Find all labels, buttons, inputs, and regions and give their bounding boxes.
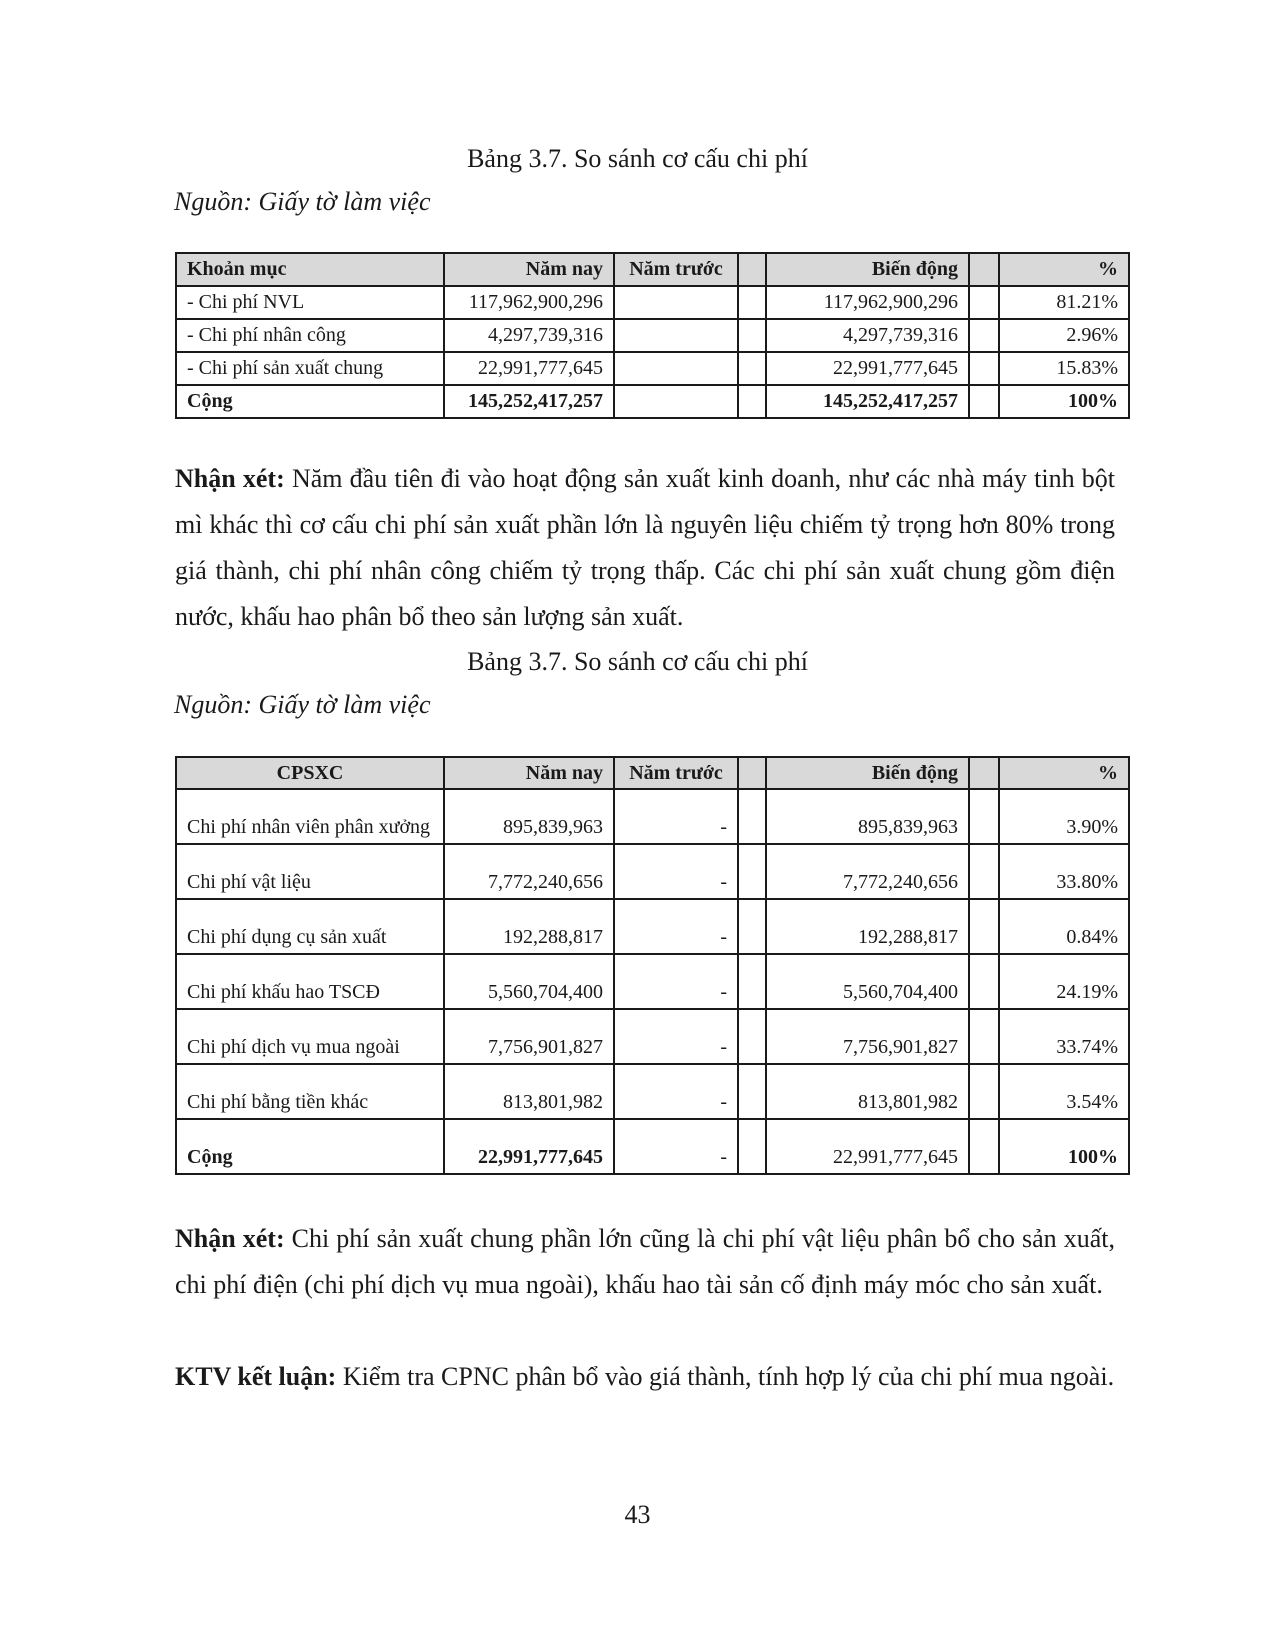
cost-structure-table xyxy=(175,252,1130,419)
row-label: Chi phí nhân viên phân xưởng xyxy=(176,789,444,844)
percent-value: 2.96% xyxy=(999,319,1129,352)
current-year-value: 7,756,901,827 xyxy=(444,1009,614,1064)
table-row xyxy=(176,352,1129,385)
current-year-value: 895,839,963 xyxy=(444,789,614,844)
table2-source: Nguồn: Giấy tờ làm việc xyxy=(174,690,431,719)
comment-text: Chi phí sản xuất chung phần lớn cũng là chi phí vật liệu phân bổ cho sản xuất, chi phí điện (chi phí dịch vụ mua ngoài), khấu hao tài sản cố định máy móc cho sản xuất. xyxy=(175,1224,1115,1299)
current-year-value: 117,962,900,296 xyxy=(444,286,614,319)
previous-year-value xyxy=(614,319,738,352)
percent-value: 100% xyxy=(999,385,1129,418)
comment-label: Nhận xét: xyxy=(175,464,285,493)
spacer-cell xyxy=(969,789,999,844)
header-cell xyxy=(969,757,999,789)
previous-year-value: - xyxy=(614,954,738,1009)
table-row xyxy=(176,1009,1129,1064)
spacer-cell xyxy=(738,844,766,899)
spacer-cell xyxy=(969,385,999,418)
spacer-cell xyxy=(738,1119,766,1174)
table-header-row xyxy=(176,253,1129,286)
current-year-value: 813,801,982 xyxy=(444,1064,614,1119)
row-label: Chi phí vật liệu xyxy=(176,844,444,899)
header-cell: Năm nay xyxy=(444,757,614,789)
current-year-value: 22,991,777,645 xyxy=(444,352,614,385)
table2-caption: Bảng 3.7. So sánh cơ cấu chi phí xyxy=(467,647,808,676)
current-year-value: 192,288,817 xyxy=(444,899,614,954)
previous-year-value: - xyxy=(614,1009,738,1064)
percent-value: 15.83% xyxy=(999,352,1129,385)
percent-value: 100% xyxy=(999,1119,1129,1174)
table-row xyxy=(176,899,1129,954)
previous-year-value xyxy=(614,286,738,319)
change-value: 145,252,417,257 xyxy=(766,385,969,418)
change-value: 22,991,777,645 xyxy=(766,1119,969,1174)
comment-text: Năm đầu tiên đi vào hoạt động sản xuất kinh doanh, như các nhà máy tinh bột mì khác thì cơ cấu chi phí sản xuất phần lớn là nguyên liệu chiếm tỷ trọng hơn 80% trong giá thành, chi phí nhân công chiếm tỷ trọng thấp. Các chi phí sản xuất chung gồm điện nước, khấu hao phân bổ theo sản lượng sản xuất. xyxy=(175,464,1115,631)
spacer-cell xyxy=(969,844,999,899)
current-year-value: 7,772,240,656 xyxy=(444,844,614,899)
table-header-row xyxy=(176,757,1129,789)
previous-year-value: - xyxy=(614,1064,738,1119)
row-label: - Chi phí sản xuất chung xyxy=(176,352,444,385)
row-label: Chi phí bằng tiền khác xyxy=(176,1064,444,1119)
spacer-cell xyxy=(738,1064,766,1119)
row-label: - Chi phí NVL xyxy=(176,286,444,319)
previous-year-value xyxy=(614,352,738,385)
spacer-cell xyxy=(969,1009,999,1064)
page-number: 43 xyxy=(624,1500,651,1529)
row-label: Cộng xyxy=(176,385,444,418)
conclusion-paragraph xyxy=(175,1354,1115,1400)
row-label: Chi phí khấu hao TSCĐ xyxy=(176,954,444,1009)
current-year-value: 4,297,739,316 xyxy=(444,319,614,352)
comment-label: Nhận xét: xyxy=(175,1224,285,1253)
spacer-cell xyxy=(738,352,766,385)
previous-year-value: - xyxy=(614,899,738,954)
spacer-cell xyxy=(969,954,999,1009)
overhead-cost-table xyxy=(175,756,1130,1175)
change-value: 117,962,900,296 xyxy=(766,286,969,319)
header-cell: Năm trước xyxy=(614,757,738,789)
spacer-cell xyxy=(969,286,999,319)
row-label: Chi phí dụng cụ sản xuất xyxy=(176,899,444,954)
spacer-cell xyxy=(969,1064,999,1119)
header-cell xyxy=(738,253,766,286)
table-row xyxy=(176,844,1129,899)
change-value: 813,801,982 xyxy=(766,1064,969,1119)
header-cell: % xyxy=(999,253,1129,286)
change-value: 895,839,963 xyxy=(766,789,969,844)
percent-value: 81.21% xyxy=(999,286,1129,319)
percent-value: 3.90% xyxy=(999,789,1129,844)
percent-value: 33.80% xyxy=(999,844,1129,899)
header-cell: Khoản mục xyxy=(176,253,444,286)
previous-year-value: - xyxy=(614,1119,738,1174)
spacer-cell xyxy=(969,899,999,954)
percent-value: 24.19% xyxy=(999,954,1129,1009)
previous-year-value xyxy=(614,385,738,418)
change-value: 5,560,704,400 xyxy=(766,954,969,1009)
table-row xyxy=(176,286,1129,319)
table-row xyxy=(176,1064,1129,1119)
table1-caption: Bảng 3.7. So sánh cơ cấu chi phí xyxy=(467,144,808,173)
comment-paragraph-2 xyxy=(175,1216,1115,1308)
header-cell: Năm nay xyxy=(444,253,614,286)
change-value: 192,288,817 xyxy=(766,899,969,954)
percent-value: 0.84% xyxy=(999,899,1129,954)
conclusion-label: KTV kết luận: xyxy=(175,1362,337,1391)
spacer-cell xyxy=(738,899,766,954)
change-value: 22,991,777,645 xyxy=(766,352,969,385)
spacer-cell xyxy=(738,286,766,319)
header-cell: Biến động xyxy=(766,757,969,789)
table-row xyxy=(176,789,1129,844)
header-cell: CPSXC xyxy=(176,757,444,789)
table-row xyxy=(176,954,1129,1009)
spacer-cell xyxy=(738,319,766,352)
change-value: 7,772,240,656 xyxy=(766,844,969,899)
total-row xyxy=(176,385,1129,418)
row-label: Cộng xyxy=(176,1119,444,1174)
percent-value: 3.54% xyxy=(999,1064,1129,1119)
header-cell: Năm trước xyxy=(614,253,738,286)
header-cell: % xyxy=(999,757,1129,789)
total-row xyxy=(176,1119,1129,1174)
header-cell: Biến động xyxy=(766,253,969,286)
spacer-cell xyxy=(738,789,766,844)
spacer-cell xyxy=(969,1119,999,1174)
current-year-value: 5,560,704,400 xyxy=(444,954,614,1009)
conclusion-text: Kiểm tra CPNC phân bổ vào giá thành, tính hợp lý của chi phí mua ngoài. xyxy=(336,1362,1115,1391)
spacer-cell xyxy=(969,352,999,385)
comment-paragraph-1 xyxy=(175,456,1115,640)
header-cell xyxy=(738,757,766,789)
spacer-cell xyxy=(738,954,766,1009)
spacer-cell xyxy=(969,319,999,352)
current-year-value: 145,252,417,257 xyxy=(444,385,614,418)
header-cell xyxy=(969,253,999,286)
table-row xyxy=(176,319,1129,352)
spacer-cell xyxy=(738,385,766,418)
row-label: - Chi phí nhân công xyxy=(176,319,444,352)
percent-value: 33.74% xyxy=(999,1009,1129,1064)
change-value: 4,297,739,316 xyxy=(766,319,969,352)
previous-year-value: - xyxy=(614,789,738,844)
previous-year-value: - xyxy=(614,844,738,899)
change-value: 7,756,901,827 xyxy=(766,1009,969,1064)
row-label: Chi phí dịch vụ mua ngoài xyxy=(176,1009,444,1064)
table1-source: Nguồn: Giấy tờ làm việc xyxy=(174,187,431,216)
current-year-value: 22,991,777,645 xyxy=(444,1119,614,1174)
spacer-cell xyxy=(738,1009,766,1064)
